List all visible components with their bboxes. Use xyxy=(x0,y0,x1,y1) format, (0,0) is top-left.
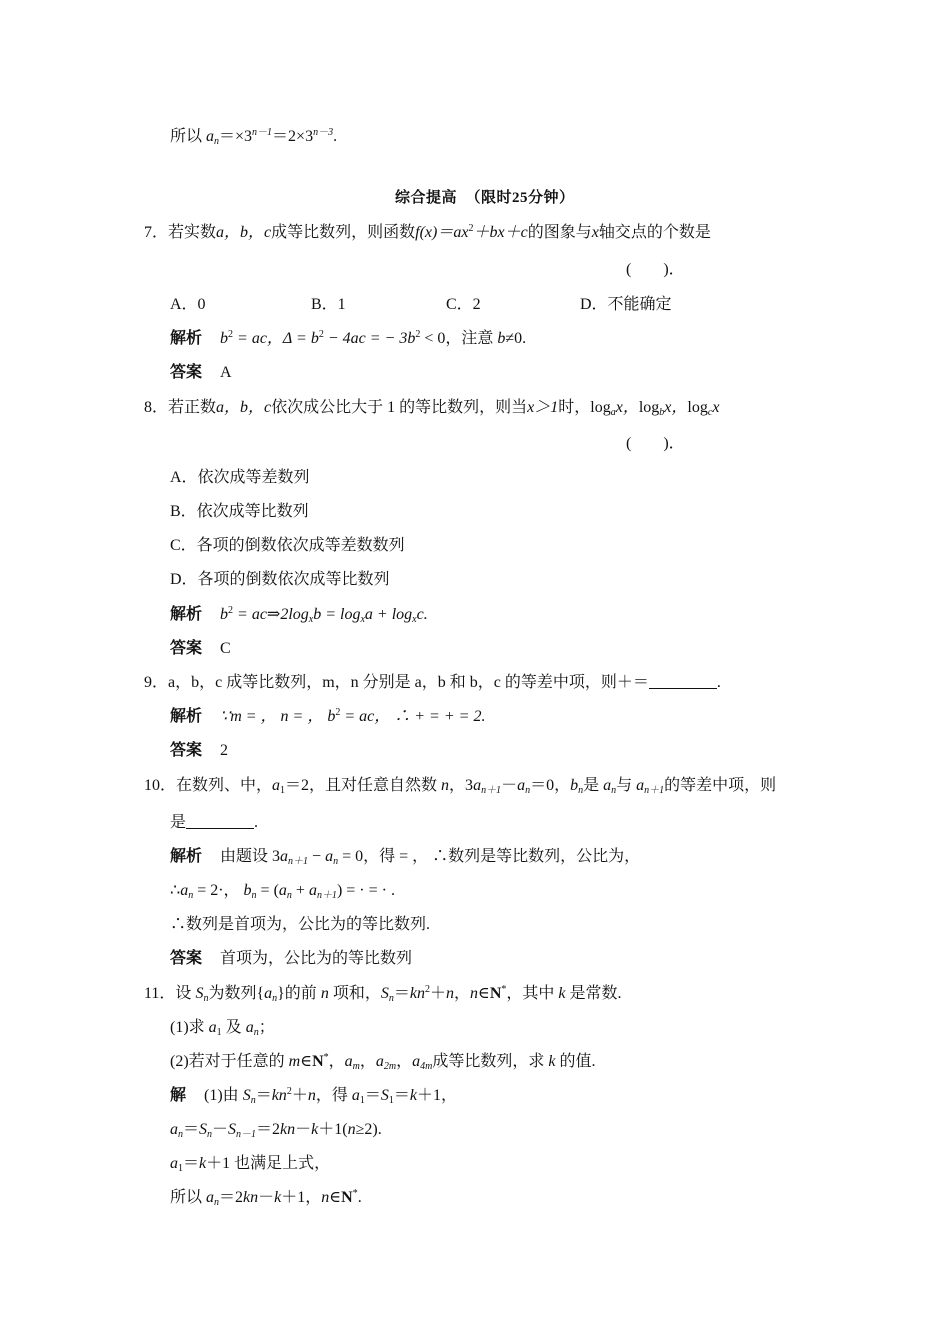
solution-line: $a_n=S_n-S_{n-1}=2kn-k+1(n\ge 2)$. xyxy=(170,1121,382,1140)
question-part-2: (2)若对于任意的 m∈N*，$a_m$，$a_{2m}$，$a_{4m}$成等比数列，求 k 的值. xyxy=(170,1052,596,1072)
analysis-line: ∴数列是首项为，公比为的等比数列. xyxy=(170,916,431,933)
answer: 答案 C xyxy=(170,640,231,657)
solution-line: 所以 $a_n=\times 3^{n-1}=2\times 3^{n-3}$. xyxy=(170,127,338,147)
option: A．依次成等差数列 xyxy=(170,469,310,486)
fill-blank xyxy=(649,674,717,689)
question-10-cont: 是 . xyxy=(170,814,259,831)
question-part-1: (1)求 $a_1$ 及 $a_n$； xyxy=(170,1019,275,1038)
solution-line: 所以 $a_n=2kn-k+1$，n∈N*. xyxy=(170,1188,362,1208)
answer: 答案 2 xyxy=(170,742,229,759)
solution-line: 解 (1)由 $S_n=kn^2+n$，得 $a_1=S_1=k+1$， xyxy=(170,1086,457,1106)
answer-bracket: ( )． xyxy=(626,435,685,452)
analysis: 解析 $b^2$ = $ac\Rightarrow 2\log_xb = \log_xa + \log_xc$. xyxy=(170,605,428,625)
analysis: 解析 由题设 $3a_{n+1} - a_n = 0$，得 = ， ∴数列是等比数列，公比为， xyxy=(170,848,641,867)
option: D．不能确定 xyxy=(580,296,672,313)
answer: 答案 A xyxy=(170,364,232,381)
option: B．依次成等比数列 xyxy=(170,503,309,520)
answer: 答案 首项为，公比为的等比数列 xyxy=(170,950,413,967)
option: D．各项的倒数依次成等比数列 xyxy=(170,571,390,588)
fill-blank xyxy=(186,814,254,829)
section-heading: 综合提高 （限时25分钟） xyxy=(395,190,575,206)
option: C．各项的倒数依次成等差数数列 xyxy=(170,537,405,554)
question-11: 11．设 $S_n$为数列$\{a_n\}$的前 n 项和，$S_n=kn^2+n$，n∈N*，其中 k 是常数. xyxy=(144,984,622,1004)
question-10: 10．在数列、中，$a_1=2$，且对任意自然数 n，$3a_{n+1}-a_n=0$，$b_n$是 $a_n$与 $a_{n+1}$的等差中项，则 xyxy=(144,777,777,796)
analysis: 解析 $b^2$ = ac，$\Delta = b^2 - 4ac$ = − $3b^2 < 0$，注意 b≠0. xyxy=(170,329,527,347)
question-7: 7．若实数a，b，c成等比数列，则函数$f(x)=ax^2+bx+c$的图象与x轴交点的个数是 xyxy=(144,223,711,241)
option: A．0 xyxy=(170,296,206,313)
answer-bracket: ( )． xyxy=(626,261,685,278)
question-9: 9．a，b，c 成等比数列，m，n 分别是 a，b 和 b，c 的等差中项，则＋＝ . xyxy=(144,674,721,691)
analysis: 解析 ∵m = ， n = ， $b^2$ = ac， ∴ + = + = 2. xyxy=(170,707,486,725)
solution-line: $a_1=k+1$ 也满足上式， xyxy=(170,1155,331,1174)
analysis-line: $\therefore a_n = 2\cdot$， $b_n = (a_n + a_{n+1})$ = · = · . xyxy=(170,882,395,901)
option: B．1 xyxy=(311,296,346,313)
option: C．2 xyxy=(446,296,481,313)
question-8: 8．若正数a，b，c依次成公比大于 1 的等比数列，则当x＞1时，$\log_ax$，$\log_bx$，$\log_cx$ xyxy=(144,399,720,418)
